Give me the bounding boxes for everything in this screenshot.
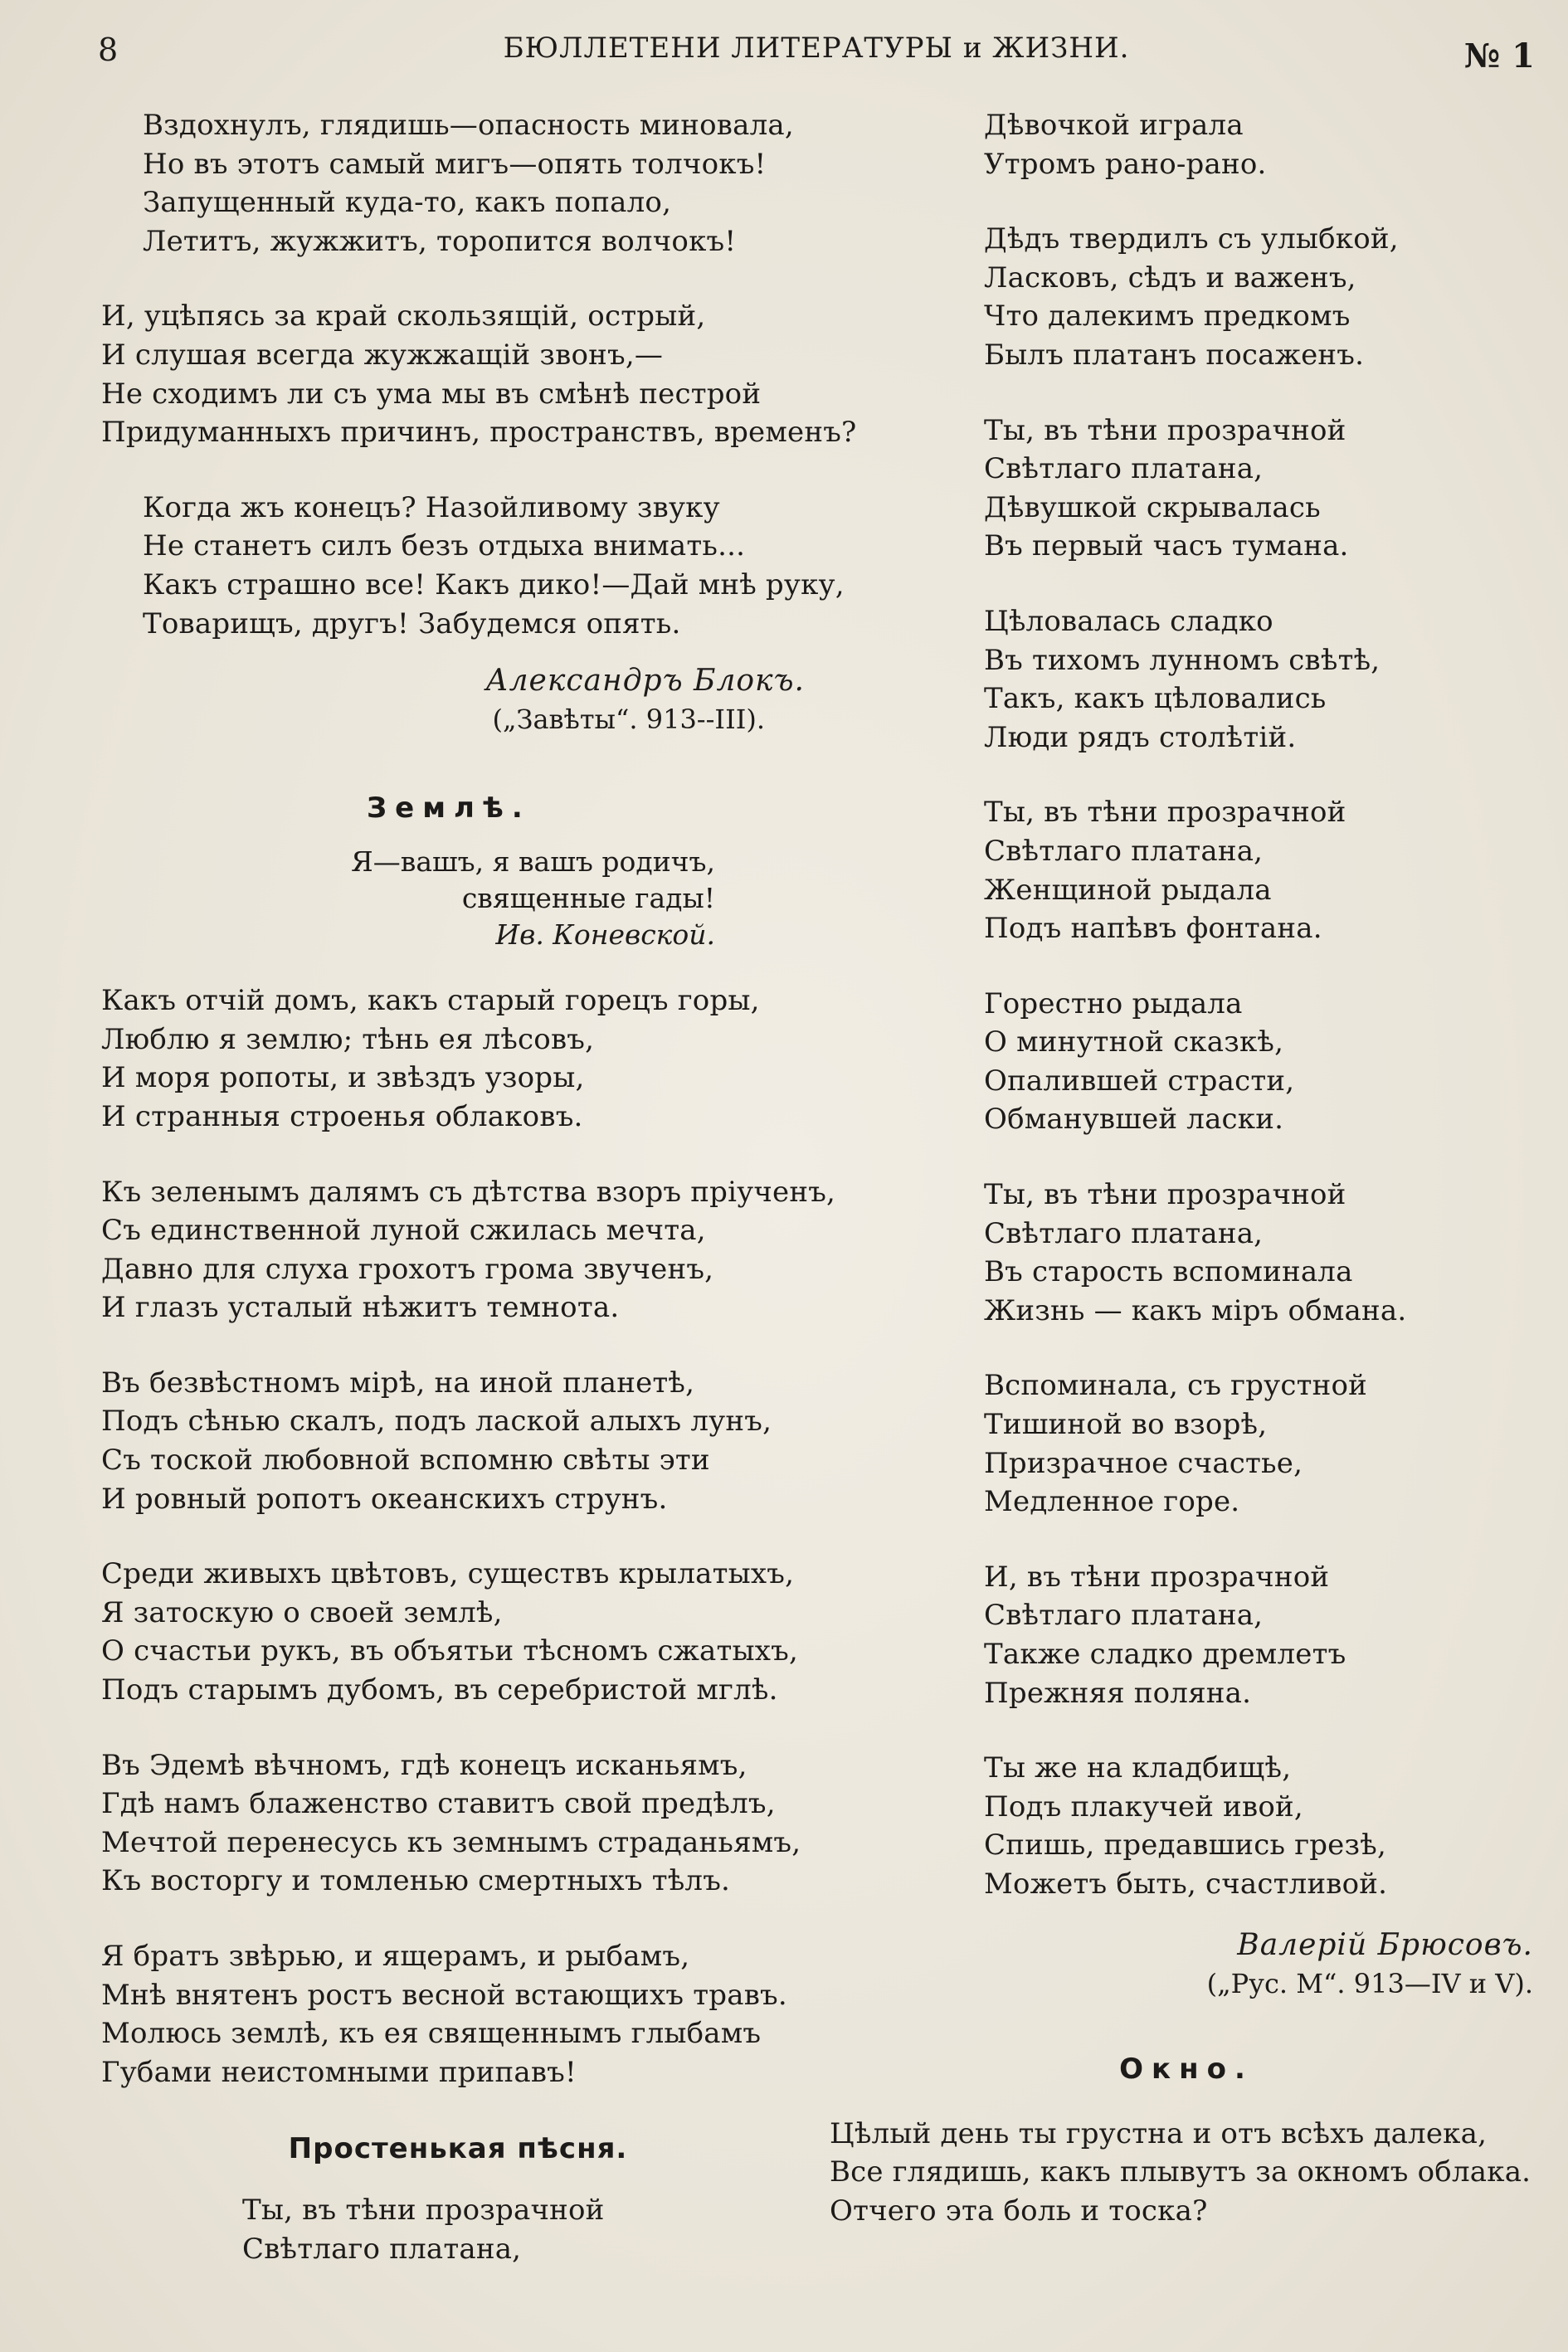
poem-title: Окно. [1119, 2052, 1254, 2086]
verse-line: Молюсь землѣ, къ ея священнымъ глыбамъ [101, 2017, 762, 2051]
verse-line: Къ зеленымъ далямъ съ дѣтства взоръ пріученъ, [101, 1175, 836, 1209]
verse-line: Я затоскую о своей землѣ, [101, 1595, 503, 1629]
verse-line: Не станетъ силъ безъ отдыха внимать... [143, 529, 746, 563]
verse-line: Запущенный куда-то, какъ попало, [143, 186, 672, 220]
poem-title: Простенькая пѣсня. [288, 2132, 628, 2166]
verse-line: Люди рядъ столѣтій. [984, 720, 1297, 754]
stanza [101, 106, 815, 261]
stanza [101, 1173, 836, 1327]
stanza [984, 602, 1543, 757]
verse-line: Подъ напѣвъ фонтана. [984, 912, 1322, 946]
poem-author: Валерій Брюсовъ. [1237, 1927, 1533, 1962]
verse-line: Тишиной во взорѣ, [984, 1408, 1268, 1442]
verse-line: Горестно рыдала [984, 986, 1243, 1020]
verse-line: Вспоминала, съ грустной [984, 1369, 1367, 1403]
epigraph [101, 844, 815, 953]
verse-line: Свѣтлаго платана, [242, 2232, 522, 2266]
verse-line: Когда жъ конецъ? Назойливому звуку [143, 490, 720, 524]
verse-line: Въ безвѣстномъ мірѣ, на иной планетѣ, [101, 1366, 695, 1400]
verse-line: Не сходимъ ли съ ума мы въ смѣнѣ пестрой [101, 377, 762, 411]
stanza [101, 1937, 815, 2091]
verse-line: Прежняя поляна. [984, 1676, 1252, 1710]
stanza [101, 1555, 815, 1709]
verse-line: Что далекимъ предкомъ [984, 299, 1351, 334]
page-number: 8 [98, 32, 119, 68]
stanza [830, 2115, 1543, 2231]
verse-line: Какъ отчій домъ, какъ старый горецъ горы, [101, 984, 760, 1018]
verse-line: Въ первый часъ тумана. [984, 529, 1349, 563]
verse-line: Мнѣ внятенъ ростъ весной встающихъ травъ. [101, 1978, 787, 2012]
verse-line: Мечтой перенесусь къ земнымъ страданьямъ, [101, 1825, 801, 1859]
poem-okno [830, 2048, 1543, 2231]
stanza [101, 2191, 815, 2268]
verse-line: Среди живыхъ цвѣтовъ, существъ крылатыхъ, [101, 1557, 795, 1591]
verse-line: Обманувшей ласки. [984, 1103, 1284, 1137]
verse-line: Товарищъ, другъ! Забудемся опять. [143, 606, 681, 640]
verse-line: Съ единственной луной сжилась мечта, [101, 1214, 706, 1248]
verse-line: И странныя строенья облаковъ. [101, 1099, 583, 1133]
verse-line: Подъ сѣнью скалъ, подъ лаской алыхъ лунъ, [101, 1405, 772, 1439]
poem-source: („Завѣты“. 913--III). [492, 704, 765, 736]
verse-line: Свѣтлаго платана, [984, 1216, 1264, 1250]
verse-line: Подъ старымъ дубомъ, въ серебристой мглѣ. [101, 1673, 778, 1707]
issue-number: № 1 [1463, 37, 1535, 75]
verse-line: Люблю я землю; тѣнь ея лѣсовъ, [101, 1022, 595, 1056]
verse-line: Гдѣ намъ блаженство ставитъ свой предѣлъ, [101, 1787, 776, 1821]
verse-line: И моря ропоты, и звѣздъ узоры, [101, 1061, 585, 1095]
stanza [984, 1749, 1543, 1903]
verse-line: Летитъ, жужжитъ, торопится волчокъ! [143, 224, 737, 258]
verse-line: Ласковъ, сѣдъ и важенъ, [984, 261, 1356, 295]
poem-author: Александръ Блокъ. [485, 664, 805, 699]
stanza [984, 1366, 1543, 1521]
verse-line: Отчего эта боль и тоска? [830, 2194, 1208, 2228]
verse-line: Дѣвочкой играла [984, 109, 1244, 142]
verse-line: Къ восторгу и томленью смертныхъ тѣлъ. [101, 1864, 731, 1898]
verse-line: Но въ этотъ самый мигъ—опять толчокъ! [143, 147, 767, 181]
stanza [984, 793, 1543, 947]
right-column [830, 106, 1543, 2267]
poem-title: Землѣ. [367, 791, 531, 825]
verse-line: Былъ платанъ посаженъ. [984, 338, 1365, 372]
verse-line: Въ тихомъ лунномъ свѣтѣ, [984, 643, 1381, 677]
verse-line: И, въ тѣни прозрачной [984, 1560, 1330, 1594]
stanza [984, 1558, 1543, 1712]
epigraph-line: Я—вашъ, я вашъ родичъ, [351, 845, 715, 879]
verse-line: Цѣловалась сладко [984, 604, 1273, 638]
verse-line: Свѣтлаго платана, [984, 834, 1264, 868]
epigraph-line: священные гады! [461, 882, 715, 915]
verse-line: Спишь, предавшись грезѣ, [984, 1829, 1386, 1863]
left-column [101, 106, 857, 2306]
verse-line: Ты, въ тѣни прозрачной [984, 413, 1346, 447]
stanza [984, 220, 1543, 374]
verse-line: Такъ, какъ цѣловались [984, 682, 1327, 716]
verse-line: Я братъ звѣрью, и ящерамъ, и рыбамъ, [101, 1940, 690, 1973]
verse-line: Давно для слуха грохотъ грома звученъ, [101, 1252, 714, 1286]
verse-line: Ты, въ тѣни прозрачной [984, 1178, 1346, 1212]
verse-line: Утромъ рано-рано. [984, 147, 1267, 181]
verse-line: Медленное горе. [984, 1485, 1240, 1519]
verse-line: Губами неистомными припавъ! [101, 2055, 577, 2089]
epigraph-author: Ив. Коневской. [495, 918, 715, 952]
verse-line: Опалившей страсти, [984, 1064, 1295, 1098]
verse-line: Ты, въ тѣни прозрачной [242, 2194, 605, 2228]
stanza [984, 1176, 1543, 1330]
verse-line: Въ Эдемѣ вѣчномъ, гдѣ конецъ исканьямъ, [101, 1748, 747, 1782]
verse-line: Дѣдъ твердилъ съ улыбкой, [984, 222, 1399, 256]
verse-line: Свѣтлаго платана, [984, 1599, 1264, 1633]
page-header [98, 32, 1535, 90]
stanza [101, 297, 857, 451]
poem-blok [101, 106, 857, 738]
poem-song [101, 2128, 815, 2268]
poem-source: („Рус. М“. 913—IV и V). [1206, 1967, 1533, 1999]
verse-line: Призрачное счастье, [984, 1446, 1303, 1480]
verse-line: Съ тоской любовной вспомню свѣты эти [101, 1444, 710, 1478]
verse-line: И, уцѣпясь за край скользящій, острый, [101, 299, 706, 334]
stanza [984, 985, 1543, 1139]
verse-line: Женщиной рыдала [984, 873, 1272, 907]
verse-line: И ровный ропотъ океанскихъ струнъ. [101, 1482, 668, 1516]
journal-title: БЮЛЛЕТЕНИ ЛИТЕРАТУРЫ и ЖИЗНИ. [503, 32, 1130, 65]
verse-line: Все глядишь, какъ плывутъ за окномъ облака. [830, 2155, 1531, 2189]
verse-line: Жизнь — какъ міръ обмана. [984, 1293, 1407, 1327]
verse-line: Ты же на кладбищѣ, [984, 1751, 1292, 1785]
stanza [101, 981, 815, 1136]
verse-line: Также сладко дремлетъ [984, 1638, 1346, 1671]
verse-line: Какъ страшно все! Какъ дико!—Дай мнѣ руку, [143, 567, 845, 601]
poem-zemle [101, 787, 836, 2091]
verse-line: Придуманныхъ причинъ, пространствъ, временъ? [101, 416, 857, 450]
verse-line: Свѣтлаго платана, [984, 452, 1264, 486]
verse-line: Подъ плакучей ивой, [984, 1790, 1303, 1824]
stanza [984, 106, 1543, 183]
stanza [101, 1746, 815, 1901]
stanza [984, 411, 1543, 566]
verse-line: Дѣвушкой скрывалась [984, 490, 1321, 524]
verse-line: Можетъ быть, счастливой. [984, 1867, 1388, 1901]
verse-line: И глазъ усталый нѣжитъ темнота. [101, 1291, 620, 1325]
verse-line: Вздохнулъ, глядишь—опасность миновала, [143, 109, 794, 142]
verse-line: О счастьи рукъ, въ объятьи тѣсномъ сжатыхъ, [101, 1634, 799, 1668]
verse-line: О минутной сказкѣ, [984, 1025, 1284, 1059]
verse-line: И слушая всегда жужжащій звонъ,— [101, 338, 664, 372]
verse-line: Ты, въ тѣни прозрачной [984, 796, 1346, 830]
verse-line: Въ старость вспоминала [984, 1255, 1353, 1289]
stanza [101, 1364, 815, 1518]
verse-line: Цѣлый день ты грустна и отъ всѣхъ далека, [830, 2116, 1488, 2150]
stanza [101, 489, 845, 643]
poem-song-continued [830, 106, 1543, 1904]
